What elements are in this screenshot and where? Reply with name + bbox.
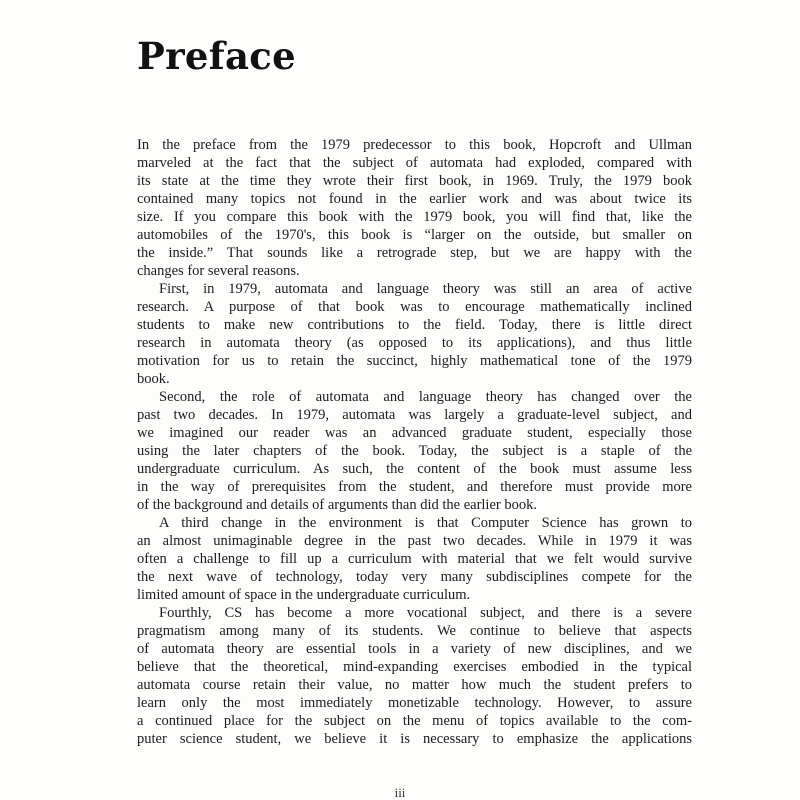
text-line: a continued place for the subject on the menu of topics available to the com- bbox=[137, 713, 692, 729]
text-line: learn only the most immediately monetizable technology. However, to assure bbox=[137, 695, 692, 711]
paragraph-3 bbox=[137, 388, 692, 514]
text-line: book. bbox=[137, 371, 170, 387]
text-line: students to make new contributions to the field. Today, there is little direct bbox=[137, 317, 692, 333]
text-line: of the background and details of arguments than did the earlier book. bbox=[137, 497, 537, 513]
text-line: of automata theory are essential tools in a variety of new disciplines, and we bbox=[137, 641, 692, 657]
text-line: using the later chapters of the book. Today, the subject is a staple of the bbox=[137, 443, 692, 459]
paragraph-2 bbox=[137, 280, 692, 388]
text-line: In the preface from the 1979 predecessor to this book, Hopcroft and Ullman bbox=[137, 137, 692, 153]
text-line: past two decades. In 1979, automata was largely a graduate-level subject, and bbox=[137, 407, 692, 423]
text-line: undergraduate curriculum. As such, the content of the book must assume less bbox=[137, 461, 692, 477]
text-line: contained many topics not found in the earlier work and was about twice its bbox=[137, 191, 692, 207]
text-line: A third change in the environment is that Computer Science has grown to bbox=[159, 515, 692, 531]
text-line: size. If you compare this book with the 1979 book, you will find that, like the bbox=[137, 209, 692, 225]
paragraph-4 bbox=[137, 514, 692, 604]
preface-body bbox=[137, 136, 692, 748]
text-line: an almost unimaginable degree in the past two decades. While in 1979 it was bbox=[137, 533, 692, 549]
text-line: First, in 1979, automata and language theory was still an area of active bbox=[159, 281, 692, 297]
text-line: often a challenge to fill up a curriculum with material that we felt would survive bbox=[137, 551, 692, 567]
text-line: we imagined our reader was an advanced graduate student, especially those bbox=[137, 425, 692, 441]
text-line: marveled at the fact that the subject of automata had exploded, compared with bbox=[137, 155, 692, 171]
paragraph-5 bbox=[137, 604, 692, 748]
text-line: Second, the role of automata and language theory has changed over the bbox=[159, 389, 692, 405]
paragraph-1 bbox=[137, 136, 692, 280]
text-line: research. A purpose of that book was to encourage mathematically inclined bbox=[137, 299, 692, 315]
text-line: puter science student, we believe it is necessary to emphasize the applications bbox=[137, 731, 692, 747]
page-title: Preface bbox=[137, 34, 296, 78]
text-line: automobiles of the 1970's, this book is “larger on the outside, but smaller on bbox=[137, 227, 692, 243]
text-line: the inside.” That sounds like a retrograde step, but we are happy with the bbox=[137, 245, 692, 261]
text-line: motivation for us to retain the succinct, highly mathematical tone of the 1979 bbox=[137, 353, 692, 369]
text-line: pragmatism among many of its students. We continue to believe that aspects bbox=[137, 623, 692, 639]
text-line: in the way of prerequisites from the student, and therefore must provide more bbox=[137, 479, 692, 495]
text-line: its state at the time they wrote their first book, in 1969. Truly, the 1979 book bbox=[137, 173, 692, 189]
page-number: iii bbox=[394, 785, 406, 800]
text-line: automata course retain their value, no matter how much the student prefers to bbox=[137, 677, 692, 693]
text-line: research in automata theory (as opposed to its applications), and thus little bbox=[137, 335, 692, 351]
text-line: Fourthly, CS has become a more vocational subject, and there is a severe bbox=[159, 605, 692, 621]
text-line: limited amount of space in the undergraduate curriculum. bbox=[137, 587, 471, 603]
text-line: the next wave of technology, today very many subdisciplines compete for the bbox=[137, 569, 692, 585]
text-line: changes for several reasons. bbox=[137, 263, 300, 279]
text-line: believe that the theoretical, mind-expanding exercises embodied in the typical bbox=[137, 659, 692, 675]
